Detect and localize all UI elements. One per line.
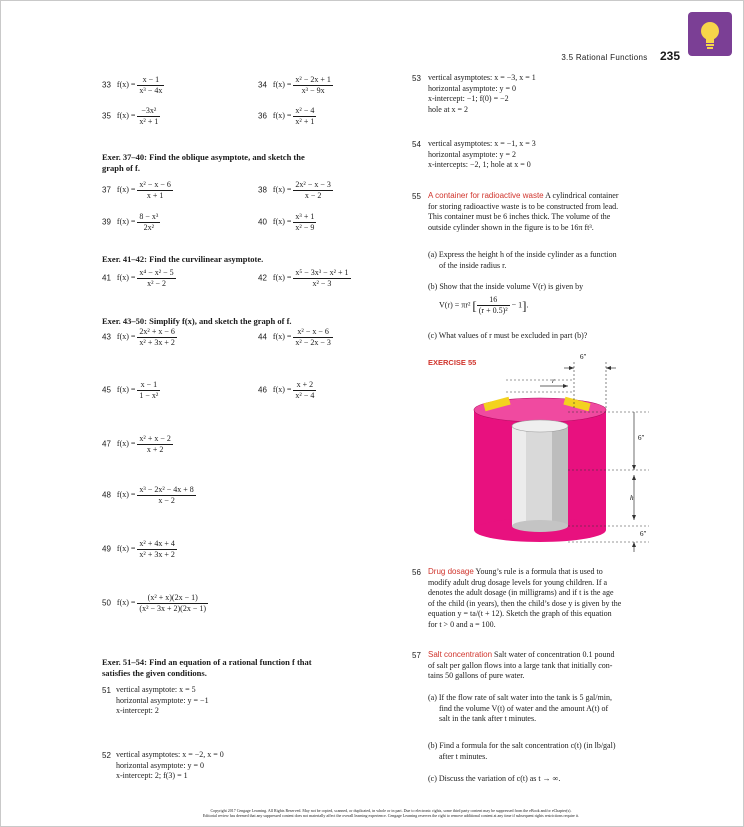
exercise-35: 35 f(x) = $\frac{\text{−3x²}}{\text{x² + 1}}$ xyxy=(102,106,159,126)
exercise-55-formula: V(r) = πr² [ $\frac{16}{\text{(r + 0.5)²}}$ − 1]. xyxy=(439,295,529,315)
inner-cylinder-top xyxy=(512,420,568,432)
exercise-50: 50 f(x) = $\frac{\text{(x² + x)(2x − 1)}}{\text{(x² − 3x + 2)(2x − 1)}}$ xyxy=(102,593,207,613)
exercise-40: 40 f(x) = $\frac{\text{x³ + 1}}{\text{x² − 9}}$ xyxy=(258,212,315,232)
exercise-57: Salt concentration Salt water of concentration 0.1 pound of salt per gallon flows into a large tank that initially con- tains 50 gallons of pure water. xyxy=(428,650,615,680)
exercise-42: 42 f(x) = $\frac{\text{x⁵ − 3x³ − x² + 1}}{\text{x² − 3}}$ xyxy=(258,268,349,288)
exercise-55-part-b: (b) Show that the inside volume V(r) is given by xyxy=(428,282,584,291)
dim-bottom-label: 6″ xyxy=(640,530,647,538)
container-figure xyxy=(464,350,664,555)
figure-caption: EXERCISE 55 xyxy=(428,358,477,367)
exercise-57-number: 57 xyxy=(412,651,421,660)
lightbulb-icon xyxy=(688,12,732,56)
exercise-56-number: 56 xyxy=(412,568,421,577)
exercise-52: vertical asymptotes: x = −2, x = 0 horizontal asymptote: y = 0 x-intercept: 2; f(3) = 1 xyxy=(116,750,224,780)
exercise-34: 34 f(x) = $\frac{\text{x² − 2x + 1}}{\text{x³ − 9x}}$ xyxy=(258,75,331,95)
exercise-51-number: 51 xyxy=(102,686,111,695)
inner-cylinder-bottom xyxy=(512,520,568,532)
exercise-33: 33 f(x) = $\frac{x - 1}{\text{x³ − 4x}}$ xyxy=(102,75,163,95)
exercise-44: 44 f(x) = $\frac{\text{x² − x − 6}}{\text{x² − 2x − 3}}$ xyxy=(258,327,331,347)
exercise-47: 47 f(x) = $\frac{\text{x² + x − 2}}{x + 2}$ xyxy=(102,434,171,454)
copyright-footer: Copyright 2017 Cengage Learning. All Rights Reserved. May not be copied, scanned, or duplicated, in whole or in part. Due to electronic rights, some third party content may be suppressed from the eBook and/or eChapter(s). Editorial review has deemed that any suppressed content does not materially affect the overall learning experience. Cengage Learning reserves the right to remove additional content at any time if subsequent rights restrictions require it. xyxy=(202,808,580,818)
exercise-52-number: 52 xyxy=(102,751,111,760)
dim-radius-label: r xyxy=(552,377,555,385)
exercise-53-number: 53 xyxy=(412,74,421,83)
exercise-55-number: 55 xyxy=(412,192,421,201)
exercise-49: 49 f(x) = $\frac{\text{x² + 4x + 4}}{\text{x² + 3x + 2}}$ xyxy=(102,539,175,559)
exercise-41: 41 f(x) = $\frac{\text{x⁴ − x² − 5}}{\text{x² − 2}}$ xyxy=(102,268,174,288)
dim-height-label: h xyxy=(630,494,634,502)
heading-51-54-cont: satisfies the given conditions. xyxy=(102,668,207,678)
exercise-45: 45 f(x) = $\frac{x - 1}{\text{1 − x²}}$ xyxy=(102,380,159,400)
exercise-57-part-c: (c) Discuss the variation of c(t) as t → ∞. xyxy=(428,774,561,783)
dim-top-label: 6″ xyxy=(580,353,587,361)
exercise-54-number: 54 xyxy=(412,140,421,149)
exercise-51: vertical asymptote: x = 5 horizontal asymptote: y = −1 x-intercept: 2 xyxy=(116,685,209,715)
exercise-37: 37 f(x) = $\frac{\text{x² − x − 6}}{x + 1}$ xyxy=(102,180,171,200)
running-header xyxy=(561,47,680,65)
exercise-53: vertical asymptotes: x = −3, x = 1 horizontal asymptote: y = 0 x-intercept: −1; f(0) = −2 hole at x = 2 xyxy=(428,73,536,114)
heading-51-54: Exer. 51–54: Find an equation of a rational function f that xyxy=(102,657,312,667)
section-title: 3.5 Rational Functions xyxy=(561,53,648,62)
exercise-55: A container for radioactive waste A cylindrical container for storing radioactive waste is to be constructed from lead. This container must be 6 inches thick. The volume of the outside cylinder shown in the figure is to be 16π ft³. xyxy=(428,191,619,232)
textbook-page xyxy=(102,40,680,818)
heading-37-40-cont: graph of f. xyxy=(102,163,141,173)
exercise-39: 39 f(x) = $\frac{\text{8 − x³}}{\text{2x²}}$ xyxy=(102,212,159,232)
exercise-56: Drug dosage Young’s rule is a formula that is used to modify adult drug dosage levels for young children. If a denotes the adult dosage (in milligrams) and if t is the age of the child (in years), then the child’s dose y is given by the equation y = ta/(t + 12). Sketch the graph of this equation for t > 0 and a = 100. xyxy=(428,567,622,629)
page-number: 235 xyxy=(659,49,680,63)
exercise-55-part-a: (a) Express the height h of the inside cylinder as a function of the inside radius r. xyxy=(428,250,617,270)
exercise-54: vertical asymptotes: x = −1, x = 3 horizontal asymptote: y = 2 x-intercepts: −2, 1; hole at x = 0 xyxy=(428,139,536,169)
hint-button[interactable] xyxy=(688,12,732,56)
dim-side-label: 6″ xyxy=(638,434,645,442)
exercise-43: 43 f(x) = $\frac{\text{2x² + x − 6}}{\text{x² + 3x + 2}}$ xyxy=(102,327,175,347)
heading-41-42: Exer. 41–42: Find the curvilinear asymptote. xyxy=(102,254,264,264)
exercise-36: 36 f(x) = $\frac{\text{x² − 4}}{\text{x² + 1}}$ xyxy=(258,106,315,126)
exercise-55-part-c: (c) What values of r must be excluded in part (b)? xyxy=(428,331,588,340)
exercise-57-part-b: (b) Find a formula for the salt concentration c(t) (in lb/gal) after t minutes. xyxy=(428,741,616,761)
heading-37-40: Exer. 37–40: Find the oblique asymptote, and sketch the xyxy=(102,152,305,162)
exercise-46: 46 f(x) = $\frac{x + 2}{\text{x² − 4}}$ xyxy=(258,380,315,400)
exercise-38: 38 f(x) = $\frac{\text{2x² − x − 3}}{x - 2}$ xyxy=(258,180,331,200)
exercise-57-part-a: (a) If the flow rate of salt water into the tank is 5 gal/min, find the volume V(t) of water and the amount A(t) of salt in the tank after t minutes. xyxy=(428,693,612,723)
exercise-48: 48 f(x) = $\frac{\text{x³ − 2x² − 4x + 8}}{x - 2}$ xyxy=(102,485,194,505)
heading-43-50: Exer. 43–50: Simplify f(x), and sketch the graph of f. xyxy=(102,316,292,326)
